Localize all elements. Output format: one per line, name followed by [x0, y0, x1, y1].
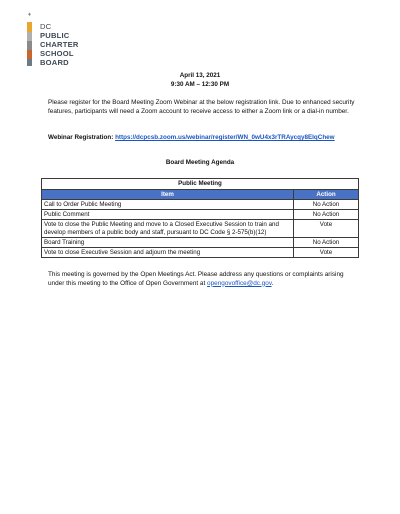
footer-period: .	[271, 279, 274, 287]
agenda-action: No Action	[294, 200, 359, 210]
table-row	[42, 200, 359, 210]
column-header-item: Item	[42, 190, 294, 200]
agenda-item: Vote to close Executive Session and adjourn the meeting	[42, 248, 294, 258]
footer-paragraph	[48, 271, 358, 288]
intro-paragraph: Please register for the Board Meeting Zoom Webinar at the below registration link. Due to enhanced security features, participants will need a Zoom account to receive access to either a Zoom link or a dial-in number.	[48, 99, 355, 115]
agenda-group-header: Public Meeting	[42, 179, 359, 190]
logo-bar-yellow	[27, 22, 32, 32]
agenda-title: Board Meeting Agenda	[165, 159, 235, 166]
agenda-action: No Action	[294, 238, 359, 248]
logo-bar-slate	[27, 59, 32, 66]
agenda-item: Vote to close the Public Meeting and move to a Closed Executive Session to train and develop members of a public body and staff, pursuant to DC Code § 2-575(b)(12)	[42, 220, 294, 238]
logo-line: BOARD	[40, 58, 69, 67]
agenda-action: No Action	[294, 210, 359, 220]
table-row	[42, 210, 359, 220]
logo-bar-light-gray	[27, 32, 32, 41]
logo-line: CHARTER	[40, 40, 79, 49]
logo-line: DC	[40, 22, 52, 31]
footer-email-link[interactable]: opengovoffice@dc.gov	[207, 279, 272, 287]
meeting-date: April 13, 2021	[179, 72, 221, 79]
webinar-registration	[48, 134, 335, 141]
logo-line: SCHOOL	[40, 49, 74, 58]
table-row	[42, 248, 359, 258]
agenda-item: Board Training	[42, 238, 294, 248]
table-row	[42, 220, 359, 238]
table-row	[42, 238, 359, 248]
agenda-item: Call to Order Public Meeting	[42, 200, 294, 210]
agenda-action: Vote	[294, 220, 359, 238]
agenda-action: Vote	[294, 248, 359, 258]
dcpcsb-logo	[22, 8, 92, 70]
logo-bar-orange	[27, 50, 32, 59]
logo-color-bar	[27, 22, 32, 66]
footer-text: This meeting is governed by the Open Meetings Act. Please address any questions or complaints arising under this meeting to the Office of Open Government at	[48, 271, 344, 287]
pin-icon: ♦	[28, 12, 32, 18]
logo-bar-gray	[27, 41, 32, 50]
logo-wordmark	[40, 22, 79, 67]
logo-line: PUBLIC	[40, 31, 70, 40]
agenda-table	[41, 178, 359, 258]
agenda-item: Public Comment	[42, 210, 294, 220]
registration-label: Webinar Registration:	[48, 134, 114, 141]
column-header-action: Action	[294, 190, 359, 200]
registration-link[interactable]: https://dcpcsb.zoom.us/webinar/register/WN_0wU4x3rTRAycqy8EIqChew	[115, 134, 335, 141]
meeting-time: 9:30 AM – 12:30 PM	[170, 81, 230, 88]
